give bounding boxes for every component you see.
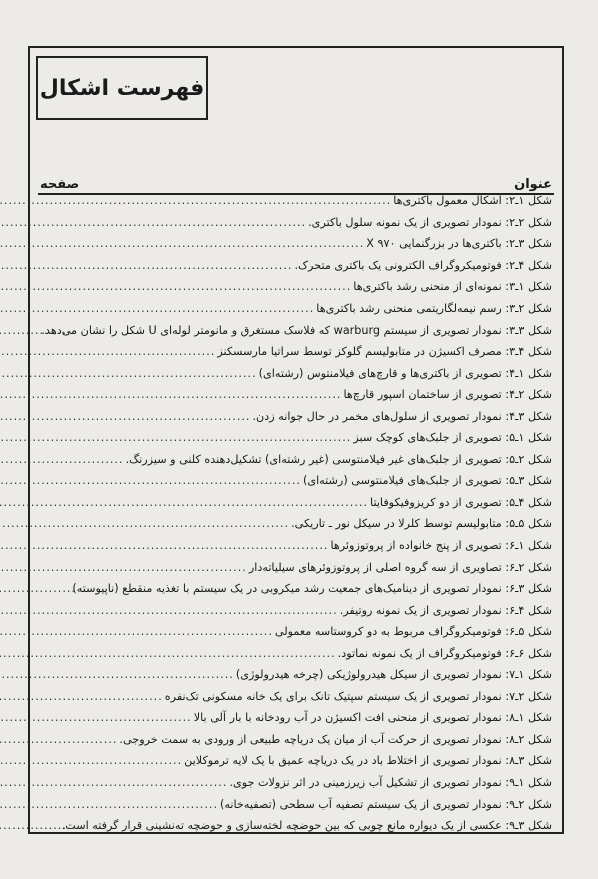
list-item xyxy=(38,556,552,578)
dot-leader xyxy=(0,474,301,487)
list-item xyxy=(38,793,552,815)
item-caption: شکل ۲ـ۴: تصویری از ساختمان اسپور قارچ‌ها xyxy=(343,388,552,402)
item-caption: شکل ۱ـ۷: نمودار تصویری از سیکل هیدرولوژیکی (چرخه هیدرولوژی) xyxy=(235,668,552,682)
list-item xyxy=(38,276,552,298)
dot-leader xyxy=(0,517,289,530)
list-item xyxy=(38,535,552,557)
dot-leader xyxy=(0,690,163,703)
dot-leader xyxy=(0,604,338,617)
item-caption: شکل ۴ـ۶: نمودار تصویری از یک نمونه روتیفر. xyxy=(339,603,552,617)
item-caption: شکل ۳ـ۸: نمودار تصویری از اختلاط باد در یک دریاچه عمیق با یک لایه ترموکلاین xyxy=(184,754,552,768)
item-caption: شکل ۶ـ۶: فوتومیکروگراف از یک نمونه نماتود. xyxy=(337,646,552,660)
item-caption: شکل ۴ـ۵: تصویری از دو کریزوفیکوفایتا xyxy=(370,495,552,509)
dot-leader xyxy=(0,259,292,272)
list-item xyxy=(38,513,552,535)
item-caption: شکل ۴ـ۳: مصرف اکسیژن در متابولیسم گلوکز توسط سراتیا مارسسکنز xyxy=(217,345,552,359)
list-item xyxy=(38,729,552,751)
item-caption: شکل ۳ـ۳: نمودار تصویری از سیستم warburg که فلاسک مستغرق و مانومتر لوله‌ای U شکل را نشان می‌دهد. xyxy=(41,323,552,337)
dot-leader xyxy=(0,237,364,250)
list-item xyxy=(38,492,552,514)
item-caption: شکل ۲ـ۵: تصویری از جلبک‌های غیر فیلامنتوسی (غیر رشته‌ای) تشکیل‌دهنده کلنی و سیزرنگ. xyxy=(125,452,552,466)
list-item xyxy=(38,384,552,406)
item-caption: شکل ۲ـ۹: نمودار تصویری از یک سیستم تصفیه آب سطحی (تصفیه‌خانه) xyxy=(220,797,552,811)
dot-leader xyxy=(0,776,227,789)
dot-leader xyxy=(0,733,117,746)
dot-leader xyxy=(0,496,368,509)
dot-leader xyxy=(0,754,182,767)
list-item xyxy=(38,707,552,729)
item-caption: شکل ۱ـ۸: نمودار تصویری از منحنی افت اکسیژن در آب رودخانه با بار آلی بالا xyxy=(193,711,552,725)
list-item xyxy=(38,319,552,341)
page-title-box xyxy=(36,56,208,120)
dot-leader xyxy=(0,582,76,595)
item-caption: شکل ۱ـ۵: تصویری از جلبک‌های کوچک سبز xyxy=(353,431,552,445)
item-caption: شکل ۲ـ۸: نمودار تصویری از حرکت آب از میان یک دریاچه طبیعی از ورودی به سمت خروجی. xyxy=(119,732,552,746)
list-header xyxy=(40,172,552,192)
list-item xyxy=(38,664,552,686)
dot-leader xyxy=(0,539,328,552)
item-caption: شکل ۱ـ۳: نمونه‌ای از منحنی رشد باکتری‌ها xyxy=(353,280,552,294)
item-caption: شکل ۳ـ۶: نمودار تصویری از دینامیک‌های جمعیت رشد میکروبی در یک سیستم با تغذیه منقطع (ناپیوسته) xyxy=(72,582,552,596)
list-item xyxy=(38,621,552,643)
dot-leader xyxy=(0,216,306,229)
figure-list xyxy=(38,190,552,836)
dot-leader xyxy=(0,647,336,660)
list-item xyxy=(38,449,552,471)
item-caption: شکل ۲ـ۶: تصاویری از سه گروه اصلی از پروتوزوئرهای سیلیاته‌دار xyxy=(248,560,552,574)
list-item xyxy=(38,750,552,772)
item-caption: شکل ۳ـ۵: تصویری از جلبک‌های فیلامنتوسی (رشته‌ای) xyxy=(302,474,552,488)
dot-leader xyxy=(0,194,391,207)
item-caption: شکل ۵ـ۵: متابولیسم توسط کلرلا در سیکل نور ـ تاریکی. xyxy=(291,517,552,531)
item-caption: شکل ۱ـ۹: نمودار تصویری از تشکیل آب زیرزمینی در اثر نزولات جوی. xyxy=(229,776,552,790)
item-caption: شکل ۳ـ۲: باکتری‌ها در بزرگنمایی X ۹۷۰ xyxy=(366,237,552,251)
list-item xyxy=(38,233,552,255)
dot-leader xyxy=(0,625,273,638)
list-item xyxy=(38,686,552,708)
dot-leader xyxy=(0,711,192,724)
list-item xyxy=(38,298,552,320)
list-item xyxy=(38,772,552,794)
item-caption: شکل ۲ـ۷: نمودار تصویری از یک سیستم سپتیک تانک برای یک خانه مسکونی تک‌نفره xyxy=(164,689,552,703)
dot-leader xyxy=(0,345,215,358)
list-item xyxy=(38,405,552,427)
list-item xyxy=(38,642,552,664)
item-caption: شکل ۵ـ۶: فوتومیکروگراف مربوط به دو کروستاسه معمولی xyxy=(274,625,552,639)
dot-leader xyxy=(0,280,351,293)
dot-leader xyxy=(0,431,351,444)
dot-leader xyxy=(0,388,341,401)
page-title: فهرست اشکال xyxy=(39,75,205,101)
header-caption: عنوان xyxy=(514,177,552,192)
list-item xyxy=(38,578,552,600)
item-caption: شکل ۲ـ۳: رسم نیمه‌لگاریتمی منحنی رشد باکتری‌ها xyxy=(316,302,552,315)
item-caption: شکل ۱ـ۶: تصویری از پنج خانواده از پروتوزوئرها xyxy=(330,539,552,553)
item-caption: شکل ۲ـ۲: نمودار تصویری از یک نمونه سلول باکتری. xyxy=(308,215,552,229)
list-item xyxy=(38,815,552,837)
dot-leader xyxy=(0,561,247,574)
list-item xyxy=(38,362,552,384)
list-item xyxy=(38,190,552,212)
list-item xyxy=(38,470,552,492)
header-page: صفحه xyxy=(40,177,80,192)
dot-leader xyxy=(0,798,218,811)
list-item xyxy=(38,255,552,277)
item-caption: شکل ۴ـ۲: فوتومیکروگراف الکترونی یک باکتری متحرک. xyxy=(294,258,552,272)
list-item xyxy=(38,341,552,363)
item-caption: شکل ۱ـ۲: اشکال معمول باکتری‌ها xyxy=(393,194,552,208)
dot-leader xyxy=(0,410,251,423)
item-caption: شکل ۳ـ۹: عکسی از یک دیواره مانع چوبی که بین حوضچه لخته‌سازی و حوضچه ته‌نشینی قرار گرفته است. xyxy=(61,819,552,833)
list-item xyxy=(38,212,552,234)
list-item xyxy=(38,599,552,621)
dot-leader xyxy=(0,367,257,380)
dot-leader xyxy=(0,668,234,681)
dot-leader xyxy=(0,324,76,337)
list-item xyxy=(38,427,552,449)
dot-leader xyxy=(0,453,124,466)
item-caption: شکل ۱ـ۴: تصویری از باکتری‌ها و قارچ‌های فیلامنتوس (رشته‌ای) xyxy=(258,366,552,380)
dot-leader xyxy=(0,302,314,315)
item-caption: شکل ۳ـ۴: نمودار تصویری از سلول‌های مخمر در حال جوانه زدن. xyxy=(252,409,552,423)
dot-leader xyxy=(0,819,76,832)
